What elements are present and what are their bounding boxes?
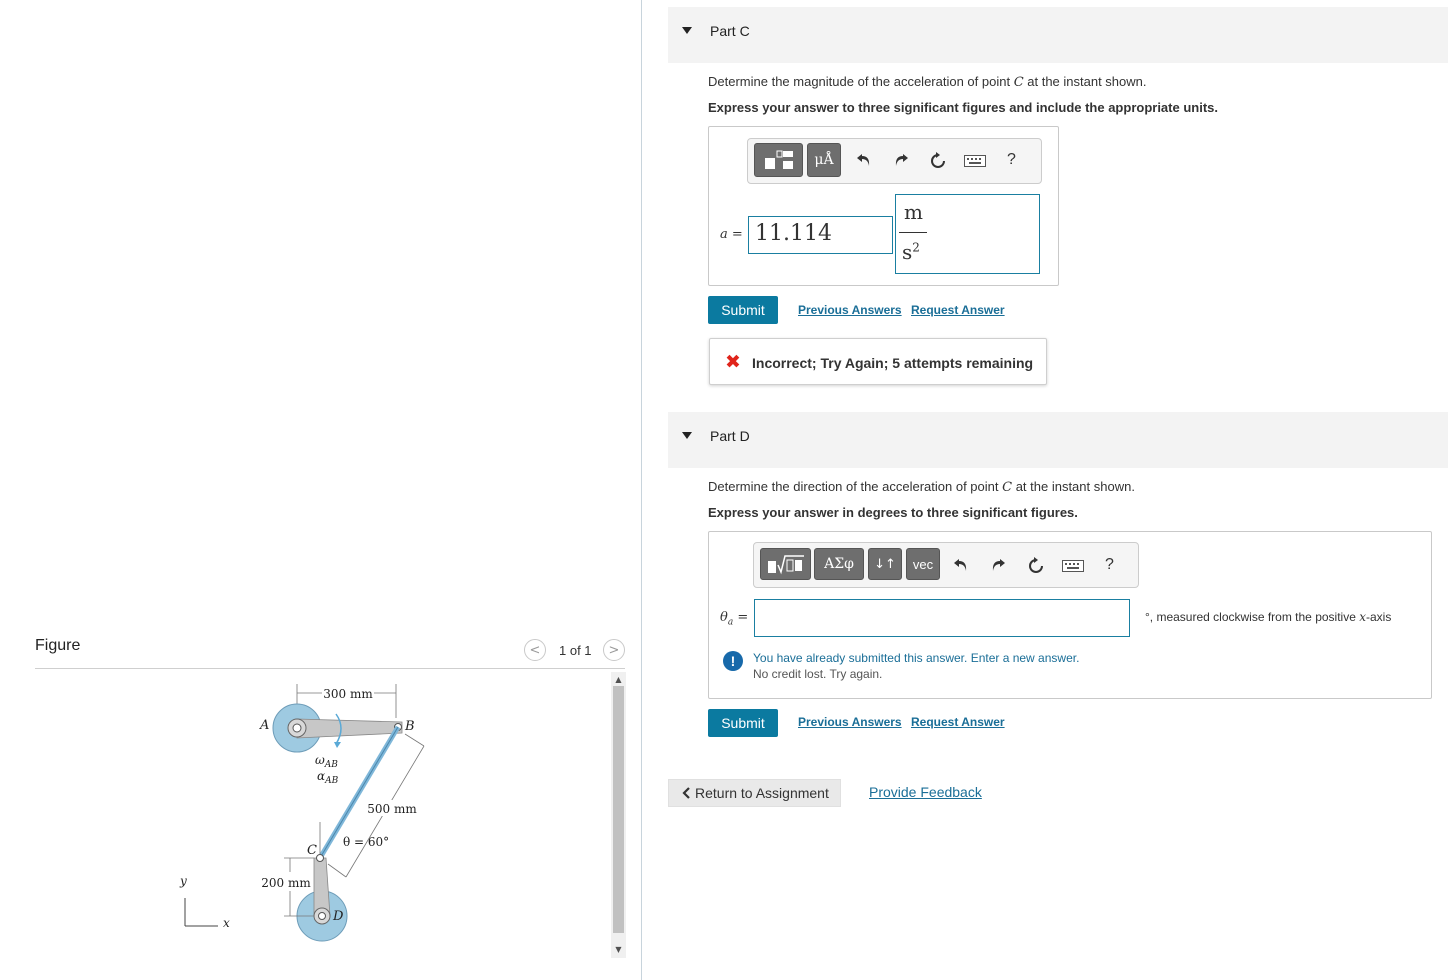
mechanism-figure — [150, 672, 450, 962]
part-d-question: Determine the direction of the acceleration of point C at the instant shown. — [708, 479, 1135, 495]
error-x-icon: ✖ — [725, 351, 741, 373]
part-c-previous-answers-link[interactable]: Previous Answers — [798, 303, 902, 317]
scroll-thumb[interactable] — [613, 686, 624, 933]
chevron-left-icon — [681, 787, 691, 799]
units-button[interactable]: μÅ — [807, 143, 841, 177]
keyboard-icon[interactable] — [1061, 558, 1085, 574]
part-c-help-button[interactable]: ? — [1007, 151, 1016, 168]
dim-500-label: 500 mm — [367, 802, 417, 816]
part-c-question: Determine the magnitude of the acceleration of point C at the instant shown. — [708, 74, 1147, 90]
unit-denominator: $s^2$ — [902, 240, 920, 264]
part-d-warning: You have already submitted this answer. Enter a new answer. — [753, 651, 1080, 665]
part-d-instruction: Express your answer in degrees to three significant figures. — [708, 505, 1078, 520]
part-d-caret-icon[interactable] — [682, 432, 692, 439]
part-c-value-input[interactable]: 11.114 — [748, 216, 893, 254]
axis-y-label: y — [180, 874, 187, 888]
redo-icon[interactable] — [988, 555, 1008, 575]
part-d-label: Part D — [710, 428, 750, 444]
part-d-value-input[interactable] — [754, 599, 1130, 637]
provide-feedback-link[interactable]: Provide Feedback — [869, 784, 982, 800]
templates-button[interactable] — [754, 143, 803, 177]
part-c-feedback — [709, 338, 1047, 385]
part-c-submit-button[interactable]: Submit — [708, 296, 778, 324]
part-d-submit-button[interactable]: Submit — [708, 709, 778, 737]
reset-icon[interactable] — [1025, 555, 1047, 577]
keyboard-icon[interactable] — [963, 153, 987, 169]
dim-200-label: 200 mm — [261, 876, 311, 890]
part-c-caret-icon[interactable] — [682, 27, 692, 34]
label-a: A — [260, 718, 270, 733]
updown-button[interactable]: ↓↑ — [868, 548, 902, 580]
next-figure-button[interactable]: > — [603, 639, 625, 661]
theta-label: θ = 60° — [343, 835, 390, 849]
part-d-previous-answers-link[interactable]: Previous Answers — [798, 715, 902, 729]
unit-numerator: m — [904, 200, 923, 224]
part-d-warning-sub: No credit lost. Try again. — [753, 667, 883, 681]
omega-label: $\omega_{AB}$ — [315, 753, 338, 770]
unit-fraction-bar — [899, 232, 927, 233]
templates-radical-button[interactable] — [760, 548, 811, 580]
part-d-help-button[interactable]: ? — [1105, 556, 1114, 573]
templates-radical-icon — [766, 553, 806, 575]
panel-divider — [641, 0, 642, 980]
scroll-down-icon[interactable]: ▼ — [615, 944, 622, 954]
reset-icon[interactable] — [927, 150, 949, 172]
part-c-label: Part C — [710, 23, 750, 39]
axis-x-label: x — [223, 916, 230, 930]
warning-icon: ! — [723, 651, 743, 671]
figure-divider — [35, 668, 625, 669]
part-d-var-label: $\theta_a$ = — [720, 610, 749, 628]
part-d-request-answer-link[interactable]: Request Answer — [911, 715, 1005, 729]
label-c: C — [307, 843, 317, 858]
prev-figure-button[interactable]: < — [524, 639, 546, 661]
part-c-var-label: a = — [720, 227, 743, 242]
redo-icon[interactable] — [891, 150, 911, 170]
undo-icon[interactable] — [854, 150, 874, 170]
part-d-suffix: °, measured clockwise from the positive x-axis — [1145, 610, 1392, 624]
part-c-feedback-text: Incorrect; Try Again; 5 attempts remaining — [752, 355, 1034, 371]
templates-icon — [763, 149, 795, 171]
figure-title: Figure — [35, 637, 81, 654]
return-label: Return to Assignment — [695, 785, 829, 801]
part-c-instruction: Express your answer to three significant figures and include the appropriate units. — [708, 100, 1218, 115]
scroll-up-icon[interactable]: ▲ — [615, 674, 622, 684]
return-to-assignment-button[interactable] — [668, 779, 841, 807]
label-d: D — [333, 909, 344, 924]
label-b: B — [405, 719, 415, 734]
part-c-header[interactable] — [668, 7, 1448, 63]
part-d-header[interactable] — [668, 412, 1448, 468]
part-c-request-answer-link[interactable]: Request Answer — [911, 303, 1005, 317]
undo-icon[interactable] — [951, 555, 971, 575]
figure-pager-text: 1 of 1 — [559, 643, 592, 658]
greek-button[interactable]: ΑΣφ — [814, 548, 864, 580]
alpha-label: $\alpha_{AB}$ — [317, 769, 339, 786]
dim-300-label: 300 mm — [323, 687, 373, 701]
vec-button[interactable]: vec — [906, 548, 940, 580]
